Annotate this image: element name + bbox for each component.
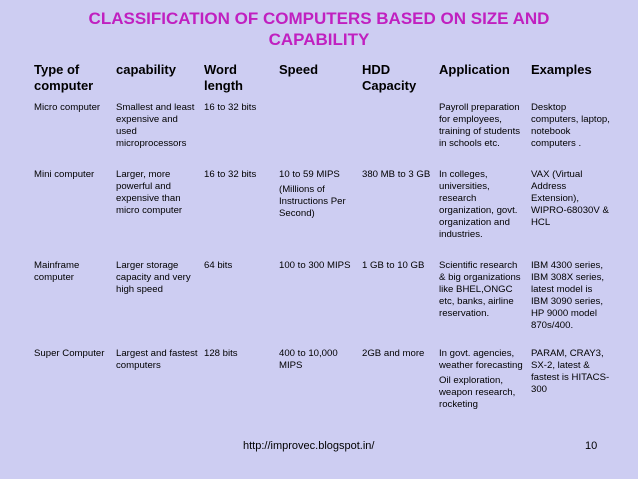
cell-capability: Larger storage capacity and very high speed [116, 260, 191, 295]
table-row [30, 167, 612, 258]
page-number: 10 [585, 440, 598, 452]
speed-value: 100 to 300 MIPS [279, 260, 351, 271]
cell-type: Mini computer [34, 169, 95, 180]
cell-word-length: 16 to 32 bits [204, 102, 257, 113]
table-row [30, 100, 612, 167]
cell-hdd: 1 GB to 10 GB [362, 260, 425, 271]
cell-application [435, 100, 527, 167]
header-type: Type of computer [34, 62, 94, 93]
cell-examples: IBM 4300 series, IBM 308X series, latest model is IBM 3090 series, HP 9000 model 870s/400. [531, 260, 605, 331]
cell-speed [275, 258, 358, 346]
cell-capability: Larger, more powerful and expensive than micro computer [116, 169, 183, 216]
application-text: Scientific research & big organizations like BHEL,ONGC etc, banks, airline reservation. [439, 260, 521, 319]
application-text: In govt. agencies, weather forecasting [439, 348, 523, 371]
speed-value: 10 to 59 MIPS [279, 169, 340, 180]
cell-hdd: 2GB and more [362, 348, 425, 359]
header-examples: Examples [531, 62, 592, 77]
table-header-row [30, 60, 612, 100]
cell-application [435, 346, 527, 425]
application-text: Payroll preparation for employees, training of students in schools etc. [439, 102, 521, 149]
cell-hdd: 380 MB to 3 GB [362, 169, 431, 180]
application-note: Oil exploration, weapon research, rocketing [439, 375, 516, 410]
cell-word-length: 128 bits [204, 348, 238, 359]
slide-title-line-2: CAPABILITY [268, 30, 370, 49]
slide-title-line-1: CLASSIFICATION OF COMPUTERS BASED ON SIZE AND [88, 9, 550, 28]
table-row [30, 346, 612, 425]
cell-examples: Desktop computers, laptop, notebook computers . [531, 102, 610, 149]
header-capability: capability [116, 62, 176, 77]
cell-speed [275, 167, 358, 258]
cell-hdd [358, 100, 435, 167]
cell-capability: Smallest and least expensive and used microprocessors [116, 102, 195, 149]
cell-application [435, 167, 527, 258]
header-speed: Speed [279, 62, 319, 77]
speed-value: 400 to 10,000 MIPS [279, 348, 338, 371]
speed-note: (Millions of Instructions Per Second) [279, 184, 346, 219]
header-word-length: Word length [204, 62, 243, 93]
classification-table [30, 60, 612, 425]
slide-title [0, 8, 638, 50]
cell-type: Super Computer [34, 348, 105, 359]
cell-application [435, 258, 527, 346]
table-row [30, 258, 612, 346]
cell-examples: PARAM, CRAY3, SX-2, latest & fastest is HITACS-300 [531, 348, 610, 395]
cell-examples: VAX (Virtual Address Extension), WIPRO-68030V & HCL [531, 169, 609, 228]
cell-word-length: 16 to 32 bits [204, 169, 257, 180]
header-application: Application [439, 62, 510, 77]
cell-speed [275, 346, 358, 425]
cell-word-length: 64 bits [204, 260, 233, 271]
header-hdd: HDD Capacity [362, 62, 417, 93]
cell-speed [275, 100, 358, 167]
cell-type: Micro computer [34, 102, 101, 113]
cell-type: Mainframe computer [34, 260, 80, 283]
application-text: In colleges, universities, research organization, govt. organization and industries. [439, 169, 518, 240]
footer-url: http://improvec.blogspot.in/ [243, 440, 375, 452]
cell-capability: Largest and fastest computers [116, 348, 198, 371]
